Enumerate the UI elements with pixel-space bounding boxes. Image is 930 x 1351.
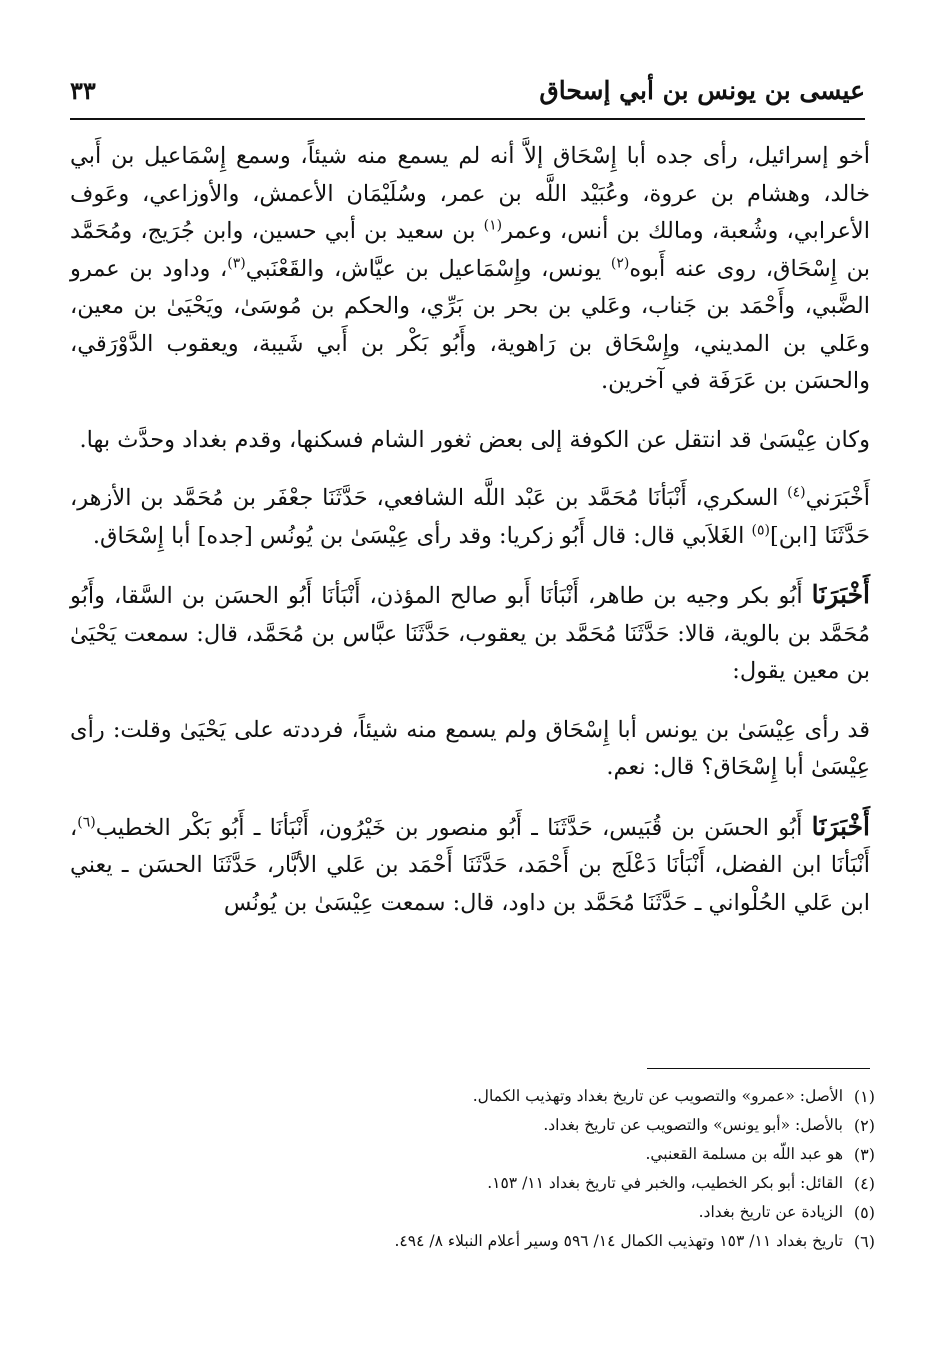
running-header — [70, 66, 865, 120]
paragraph — [70, 422, 870, 460]
paragraph — [70, 480, 870, 555]
footnote-text: الأصل: «عمرو» والتصويب عن تاريخ بغداد وتهذيب الكمال. — [472, 1087, 843, 1105]
footnote-ref: (٣) — [227, 255, 246, 271]
footnote-text: تاريخ بغداد ١١/ ١٥٣ وتهذيب الكمال ١٤/ ٥٩٦ وسير أعلام النبلاء ٨/ ٤٩٤. — [394, 1232, 843, 1250]
footnote-ref: (١) — [483, 217, 503, 234]
footnote-number: (٤) — [853, 1174, 875, 1193]
footnote-text: هو عبد اللّه بن مسلمة القعنبي. — [645, 1145, 843, 1163]
footnote — [70, 1169, 875, 1198]
footnote — [70, 1082, 875, 1111]
paragraph — [70, 138, 870, 401]
footnote — [70, 1140, 875, 1169]
footnote-text: الزيادة عن تاريخ بغداد. — [698, 1203, 843, 1221]
footnote — [70, 1227, 875, 1256]
text-segment: بن سعيد بن أبي حسين، وابن جُرَيج، ومُحَمَّد بن إِسْحَاق، روى عنه أَبوه — [70, 218, 871, 282]
paragraph-lead: أَخْبَرَنَا — [811, 811, 870, 841]
text-segment: أَبُو بكر وجيه بن طاهر، أَنْبَأنَا أَبو صالح المؤذن، أَنْبَأنَا أَبُو الحسَن بن السَّقا، وأَبُو مُحَمَّد بن بالوية، قالا: حَدَّثَنَا مُحَمَّد بن يعقوب، حَدَّثَنَا عبَّاس بن مُحَمَّد، قال: سمعت يَحْيَىٰ بن معين يقول: — [70, 583, 870, 684]
text-segment: ، أَنْبَأنَا ابن الفضل، أَنْبَأنَا دَعْلَج بن أَحْمَد، حَدَّثَنَا أَحْمَد بن عَلي الأبَّار، حَدَّثَنَا الحسَن ـ يعني ابن عَلي الحُلْواني ـ حَدَّثَنَا مُحَمَّد بن داود، قال: سمعت عِيْسَىٰ بن يُونُس — [70, 814, 870, 916]
text-segment: أَبُو الحسَن بن قُبَيس، حَدَّثَنَا ـ أَبُو منصور بن خَيْرُون، أَنْبَأنَا ـ أَبُو بَكْر الخطيب — [95, 814, 812, 841]
paragraph — [70, 712, 870, 787]
footnote-ref: (٦) — [77, 814, 96, 830]
footnote — [70, 1111, 875, 1140]
footnote-number: (٢) — [853, 1116, 875, 1135]
footnote-text: بالأصل: «أبو يونس» والتصويب عن تاريخ بغداد. — [543, 1116, 843, 1134]
text-segment: السكري، أَنْبَأنَا مُحَمَّد بن عَبْد اللَّه الشافعي، حَدَّثَنَا جعْفَر بن مُحَمَّد بن الأزهر، حَدَّثَنَا [ابن] — [70, 485, 870, 549]
header-title: عيسى بن يونس بن أبي إسحاق — [539, 76, 865, 105]
footnote-number: (١) — [853, 1087, 875, 1106]
footnote — [70, 1198, 875, 1227]
footnote-ref: (٢) — [610, 255, 630, 271]
footnote-separator — [647, 1068, 870, 1069]
text-segment: أخو إسرائيل، رأى جده أبا إِسْحَاق إلاَّ أنه لم يسمع منه شيئاً، وسمع إِسْمَاعيل بن أَبي خالد، وهشام بن عروة، وعُبَيْد اللَّه بن عمر، وسُلَيْمَان الأعمش، والأوزاعي، وعَوف الأعرابي، وشُعبة، ومالك بن أنس، وعمر — [70, 143, 870, 244]
footnote-ref: (٤) — [787, 484, 806, 501]
footnotes — [70, 1082, 875, 1256]
text-segment: قد رأى عِيْسَىٰ بن يونس أبا إِسْحَاق ولم يسمع منه شيئاً، فرددته على يَحْيَىٰ وقلت: رأى عِيْسَىٰ أبا إِسْحَاق؟ قال: نعم. — [70, 716, 870, 780]
footnote-number: (٦) — [853, 1232, 875, 1251]
footnote-number: (٥) — [853, 1203, 875, 1222]
body-text — [70, 138, 870, 943]
text-segment: ، وداود بن عمرو الضَّبي، وأَحْمَد بن جَناب، وعَلي بن بحر بن بَرِّي، والحكم بن مُوسَىٰ، ويَحْيَىٰ بن معين، وعَلي بن المديني، وإِسْحَاق بن رَاهوية، وأَبُو بَكْر بن أَبي شَيبة، ويعقوب الدَّوْرَقي، والحسَن بن عَرَفَة في آخرين. — [70, 255, 870, 394]
text-segment: الغَلاَبي قال: قال أَبُو زكريا: وقد رأى عِيْسَىٰ بن يُونُس [جده] أبا إِسْحَاق. — [92, 522, 752, 549]
paragraph-lead: أَخْبَرَنَا — [811, 580, 870, 609]
paragraph — [70, 808, 870, 923]
text-segment: أَخْبَرَني — [805, 485, 870, 511]
footnote-ref: (٥) — [751, 522, 771, 538]
text-segment: وكان عِيْسَىٰ قد انتقل عن الكوفة إلى بعض ثغور الشام فسكنها، وقدم بغداد وحدَّث بها. — [79, 426, 870, 453]
footnote-number: (٣) — [853, 1145, 875, 1164]
text-segment: يونس، وإِسْمَاعيل بن عيَّاش، والقَعْنَبي — [245, 255, 611, 282]
footnote-text: القائل: أبو بكر الخطيب، والخبر في تاريخ بغداد ١١/ ١٥٣. — [487, 1174, 843, 1192]
paragraph — [70, 576, 870, 691]
page-number: ٣٣ — [70, 76, 96, 105]
